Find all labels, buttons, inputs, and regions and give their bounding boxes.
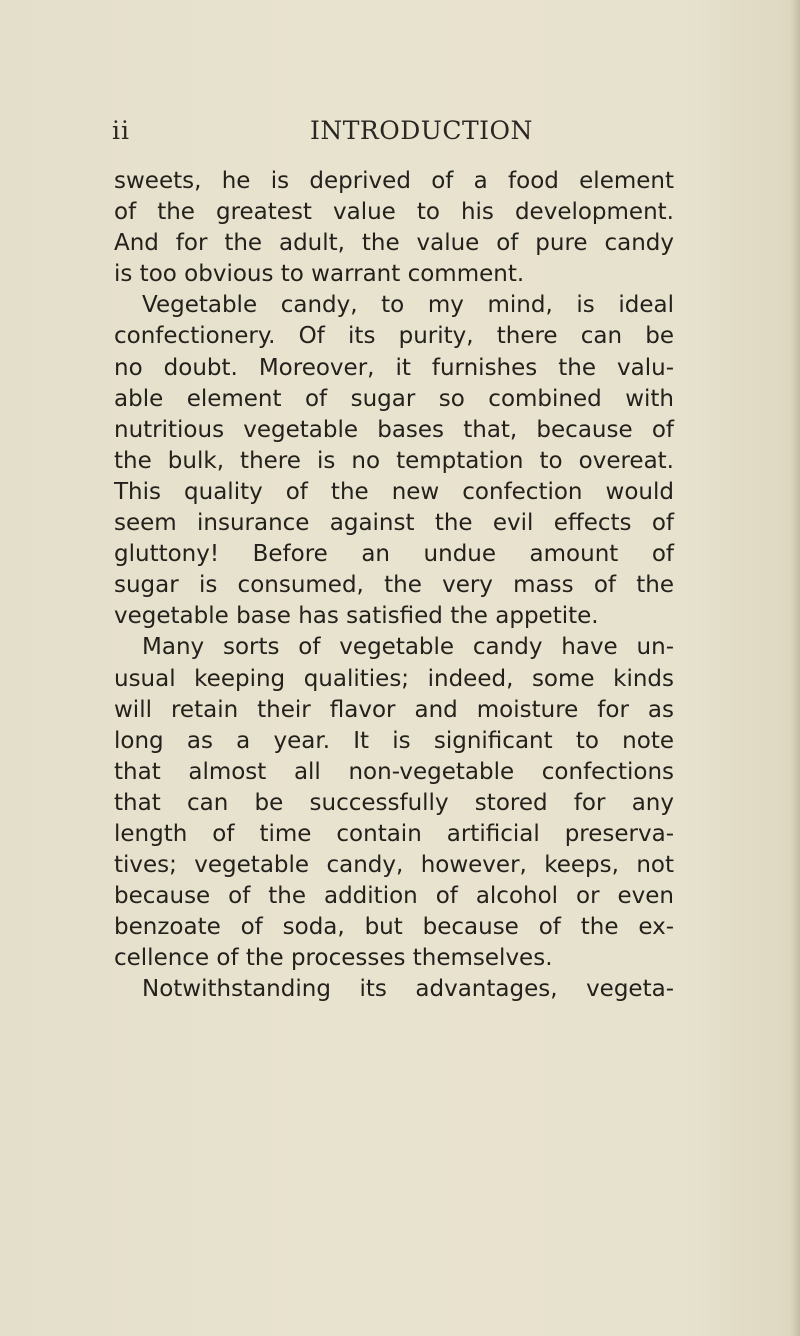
page-edge-shadow xyxy=(790,0,800,1336)
text-line: vegetable base has satisfied the appetite. xyxy=(114,603,599,630)
text-line: length of time contain artificial preserva- xyxy=(114,820,674,847)
text-line: will retain their flavor and moisture for as xyxy=(114,696,674,723)
text-line: tives; vegetable candy, however, keeps, not xyxy=(114,852,674,879)
page-header xyxy=(112,116,672,156)
text-line: no doubt. Moreover, it furnishes the valu- xyxy=(114,354,674,381)
text-line: benzoate of soda, but because of the ex- xyxy=(114,914,674,941)
text-line: Many sorts of vegetable candy have un- xyxy=(142,634,674,661)
running-head: INTRODUCTION xyxy=(310,116,533,145)
page-number: ii xyxy=(112,116,130,145)
body-text xyxy=(114,166,674,1006)
text-line: that almost all non-vegetable confections xyxy=(114,758,674,785)
text-line: sweets, he is deprived of a food element xyxy=(114,168,674,194)
text-line: is too obvious to warrant comment. xyxy=(114,261,525,288)
text-line: cellence of the processes themselves. xyxy=(114,945,553,972)
text-line: seem insurance against the evil effects of xyxy=(114,510,674,537)
text-line: that can be successfully stored for any xyxy=(114,789,674,816)
text-line: gluttony! Before an undue amount of xyxy=(114,541,674,568)
text-line: of the greatest value to his development. xyxy=(114,199,674,226)
text-line: the bulk, there is no temptation to overeat. xyxy=(114,447,674,474)
text-line: because of the addition of alcohol or even xyxy=(114,883,674,910)
text-line: Notwithstanding its advantages, vegeta- xyxy=(142,976,674,1003)
text-line: sugar is consumed, the very mass of the xyxy=(114,572,674,599)
text-line: confectionery. Of its purity, there can be xyxy=(114,323,674,350)
text-line: usual keeping qualities; indeed, some kinds xyxy=(114,665,674,692)
text-line: This quality of the new confection would xyxy=(114,478,674,505)
text-line: Vegetable candy, to my mind, is ideal xyxy=(142,292,674,319)
text-line: And for the adult, the value of pure candy xyxy=(114,230,674,257)
text-line: able element of sugar so combined with xyxy=(114,385,674,412)
text-line: long as a year. It is significant to note xyxy=(114,727,674,754)
text-line: nutritious vegetable bases that, because of xyxy=(114,416,674,443)
